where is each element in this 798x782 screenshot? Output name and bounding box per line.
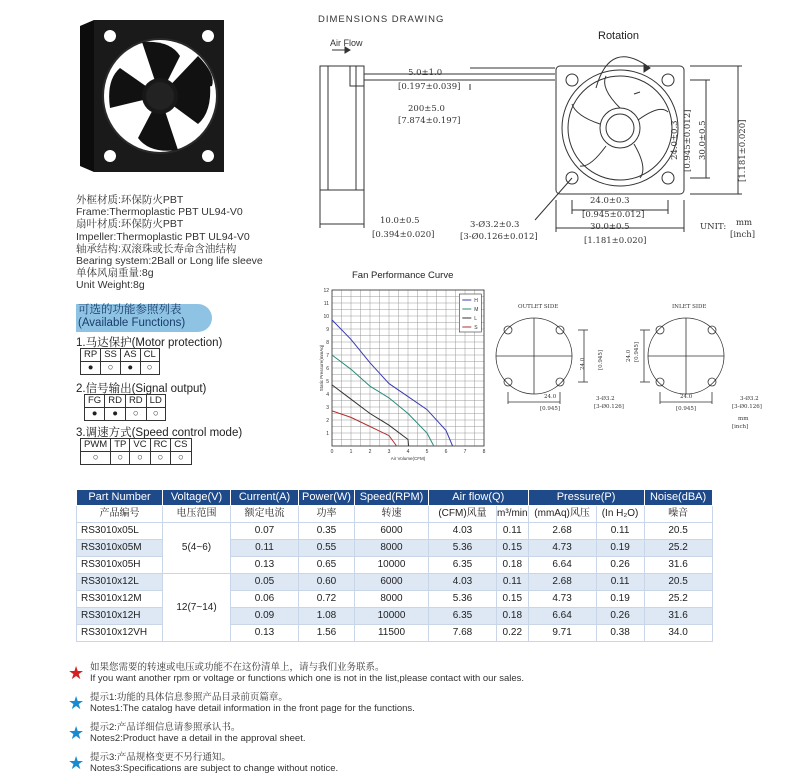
part-number: RS3010x12H bbox=[77, 608, 163, 625]
mmaq: 4.73 bbox=[528, 591, 596, 608]
current: 0.06 bbox=[231, 591, 299, 608]
func-mark: ● bbox=[105, 408, 126, 421]
sub-m3: m³/min bbox=[497, 506, 529, 523]
inh2o: 0.11 bbox=[596, 574, 644, 591]
part-number: RS3010x12VH bbox=[77, 625, 163, 642]
sub-mmaq: (mmAq)风压 bbox=[528, 506, 596, 523]
inh2o: 0.38 bbox=[596, 625, 644, 642]
m3: 0.11 bbox=[497, 523, 529, 540]
table-header-row bbox=[77, 490, 713, 506]
pitch-h-dim: 24.0±0.3 bbox=[590, 196, 630, 206]
sub-part: 产品编号 bbox=[77, 506, 163, 523]
note-item bbox=[68, 662, 524, 684]
y-tick-label: 10 bbox=[323, 314, 329, 320]
col-voltage: Voltage(V) bbox=[163, 490, 231, 506]
col-noise: Noise(dBA) bbox=[644, 490, 712, 506]
func-mark: ○ bbox=[101, 362, 121, 375]
height-dim-inch: [1.181±0.020] bbox=[738, 119, 748, 182]
unit-mm: mm bbox=[736, 218, 753, 228]
func-label: TP bbox=[111, 439, 130, 452]
star-icon: ★ bbox=[68, 693, 85, 713]
note-en: Notes1:The catalog have detail information in the front page for the functions. bbox=[90, 703, 415, 714]
func-label: AS bbox=[120, 349, 140, 362]
speed: 8000 bbox=[355, 540, 429, 557]
speed: 8000 bbox=[355, 591, 429, 608]
spec-bearing-en: Bearing system:2Ball or Long life sleeve bbox=[76, 255, 263, 268]
unit-label: UNIT: bbox=[700, 222, 727, 232]
cfm: 5.36 bbox=[429, 540, 497, 557]
current: 0.13 bbox=[231, 557, 299, 574]
inlet-width-dim: 24.0 bbox=[680, 394, 693, 400]
current: 0.11 bbox=[231, 540, 299, 557]
voltage-range: 12(7~14) bbox=[163, 574, 231, 642]
sub-inh2o: (In H₂O) bbox=[596, 506, 644, 523]
outlet-height-dim: 24.0 bbox=[580, 357, 586, 370]
col-current: Current(A) bbox=[231, 490, 299, 506]
inlet-side-label: INLET SIDE bbox=[672, 304, 707, 310]
lead-strip-dim: 5.0±1.0 bbox=[408, 68, 443, 78]
spec-weight-cn: 单体风扇重量:8g bbox=[76, 267, 154, 280]
mmaq: 6.64 bbox=[528, 557, 596, 574]
functions-header-en: (Available Functions) bbox=[78, 317, 186, 329]
power: 0.72 bbox=[299, 591, 355, 608]
part-number: RS3010x12L bbox=[77, 574, 163, 591]
note-cn: 提示1:功能的具体信息参照产品目录前页篇章。 bbox=[90, 692, 288, 703]
spec-frame-cn: 外框材质:环保防火PBT bbox=[76, 194, 184, 206]
noise: 31.6 bbox=[644, 557, 712, 574]
func-mark: ○ bbox=[81, 452, 111, 465]
pitch-h-dim-inch: [0.945±0.012] bbox=[582, 210, 645, 220]
current: 0.05 bbox=[231, 574, 299, 591]
m3: 0.11 bbox=[497, 574, 529, 591]
speed: 10000 bbox=[355, 608, 429, 625]
spec-bearing-cn: 轴承结构:双滚珠或长寿命含油结构 bbox=[76, 242, 237, 255]
legend-label: H bbox=[474, 298, 478, 304]
mmaq: 2.68 bbox=[528, 574, 596, 591]
speed: 11500 bbox=[355, 625, 429, 642]
y-tick-label: 12 bbox=[323, 288, 329, 294]
power: 0.55 bbox=[299, 540, 355, 557]
func-label: $\overline{RD}$ bbox=[125, 395, 146, 408]
note-cn: 提示3:产品规格变更不另行通知。 bbox=[90, 752, 231, 763]
col-speed: Speed(RPM) bbox=[355, 490, 429, 506]
m3: 0.15 bbox=[497, 591, 529, 608]
voltage-range: 5(4~6) bbox=[163, 523, 231, 574]
noise: 34.0 bbox=[644, 625, 712, 642]
y-tick-label: 7 bbox=[326, 353, 329, 359]
outlet-height-dim-inch: [0.945] bbox=[598, 349, 604, 370]
pitch-v-dim-inch: [0.945±0.012] bbox=[683, 109, 693, 172]
signal-output-table bbox=[84, 394, 166, 421]
signal-output-title: 2.信号输出(Signal output) bbox=[76, 383, 207, 395]
sub-voltage: 电压范围 bbox=[163, 506, 231, 523]
y-tick-label: 6 bbox=[326, 366, 329, 372]
x-tick-label: 2 bbox=[368, 449, 372, 455]
fan-photo bbox=[80, 16, 230, 176]
func-mark: ○ bbox=[146, 408, 165, 421]
outlet-width-dim-inch: [0.945] bbox=[540, 406, 561, 412]
x-tick-label: 8 bbox=[482, 449, 486, 455]
speed-control-title: 3.调速方式(Speed control mode) bbox=[76, 427, 243, 439]
current: 0.09 bbox=[231, 608, 299, 625]
sub-power: 功率 bbox=[299, 506, 355, 523]
performance-table bbox=[76, 489, 713, 642]
power: 1.08 bbox=[299, 608, 355, 625]
inh2o: 0.19 bbox=[596, 540, 644, 557]
power: 0.65 bbox=[299, 557, 355, 574]
spec-list bbox=[76, 194, 263, 292]
part-number: RS3010x05M bbox=[77, 540, 163, 557]
inlet-side-drawing bbox=[638, 312, 738, 416]
fan-performance-chart bbox=[318, 282, 496, 466]
note-en: Notes3:Specifications are subject to change without notice. bbox=[90, 763, 339, 774]
sub-speed: 转速 bbox=[355, 506, 429, 523]
outlet-width-dim: 24.0 bbox=[544, 394, 557, 400]
cfm: 7.68 bbox=[429, 625, 497, 642]
legend-label: L bbox=[474, 316, 478, 322]
func-label: CS bbox=[171, 439, 191, 452]
func-label: VC bbox=[130, 439, 150, 452]
func-mark: ○ bbox=[140, 362, 159, 375]
inh2o: 0.26 bbox=[596, 608, 644, 625]
func-label: RP bbox=[81, 349, 101, 362]
lead-length-dim-inch: [7.874±0.197] bbox=[398, 116, 461, 126]
y-tick-label: 1 bbox=[326, 431, 329, 437]
noise: 20.5 bbox=[644, 574, 712, 591]
width-dim: 30.0±0.5 bbox=[590, 222, 630, 232]
power: 0.60 bbox=[299, 574, 355, 591]
mmaq: 9.71 bbox=[528, 625, 596, 642]
cfm: 6.35 bbox=[429, 557, 497, 574]
mmaq: 6.64 bbox=[528, 608, 596, 625]
spec-impeller-en: Impeller:Thermoplastic PBT UL94-V0 bbox=[76, 230, 250, 243]
func-label: PWM bbox=[81, 439, 111, 452]
col-part-number: Part Number bbox=[77, 490, 163, 506]
cfm: 4.03 bbox=[429, 574, 497, 591]
mmaq: 4.73 bbox=[528, 540, 596, 557]
inlet-height-dim-inch: [0.945] bbox=[634, 341, 640, 362]
power: 0.35 bbox=[299, 523, 355, 540]
spec-frame-en: Frame:Thermoplastic PBT UL94-V0 bbox=[76, 206, 243, 219]
func-label: SS bbox=[101, 349, 121, 362]
legend-label: S bbox=[474, 325, 478, 331]
col-air-flow: Air flow(Q) bbox=[429, 490, 529, 506]
air-flow-label: Air Flow bbox=[330, 38, 363, 48]
noise: 20.5 bbox=[644, 523, 712, 540]
functions-header-cn: 可选的功能参照列表 bbox=[78, 304, 182, 316]
note-cn: 提示2:产品详细信息请参照承认书。 bbox=[90, 722, 241, 733]
sub-current: 额定电流 bbox=[231, 506, 299, 523]
speed: 10000 bbox=[355, 557, 429, 574]
x-tick-label: 7 bbox=[463, 449, 467, 455]
func-mark: ○ bbox=[130, 452, 150, 465]
outlet-side-label: OUTLET SIDE bbox=[518, 304, 559, 310]
part-number: RS3010x12M bbox=[77, 591, 163, 608]
y-tick-label: 2 bbox=[326, 418, 329, 424]
inlet-hole-dim: 3-Ø3.2 bbox=[740, 396, 759, 402]
func-mark: ○ bbox=[125, 408, 146, 421]
current: 0.07 bbox=[231, 523, 299, 540]
m3: 0.18 bbox=[497, 608, 529, 625]
hole-dim: 3-Ø3.2±0.3 bbox=[470, 220, 520, 230]
outlet-hole-dim: 3-Ø3.2 bbox=[596, 396, 615, 402]
note-en: Notes2:Product have a detail in the approval sheet. bbox=[90, 733, 306, 744]
y-tick-label: 11 bbox=[323, 301, 329, 307]
func-mark: ○ bbox=[171, 452, 191, 465]
pitch-v-dim: 24.0±0.3 bbox=[670, 120, 680, 160]
inh2o: 0.26 bbox=[596, 557, 644, 574]
x-tick-label: 6 bbox=[444, 449, 448, 455]
chart-ylabel: Static Pressure(mmAq) bbox=[319, 344, 324, 392]
y-tick-label: 3 bbox=[326, 405, 329, 411]
m3: 0.22 bbox=[497, 625, 529, 642]
func-mark: ○ bbox=[150, 452, 171, 465]
y-tick-label: 4 bbox=[326, 392, 329, 398]
x-tick-label: 1 bbox=[349, 449, 353, 455]
func-mark: ● bbox=[85, 408, 105, 421]
func-mark: ○ bbox=[111, 452, 130, 465]
x-tick-label: 0 bbox=[330, 449, 334, 455]
height-dim: 30.0±0.5 bbox=[698, 120, 708, 160]
table-row bbox=[77, 574, 713, 591]
outlet-hole-dim-inch: [3-Ø0.126] bbox=[594, 404, 624, 410]
legend-label: M bbox=[474, 307, 479, 313]
func-label: FG bbox=[85, 395, 105, 408]
spec-impeller-cn: 扇叶材质:环保防火PBT bbox=[76, 218, 184, 231]
speed: 6000 bbox=[355, 523, 429, 540]
noise: 25.2 bbox=[644, 540, 712, 557]
width-dim-inch: [1.181±0.020] bbox=[584, 236, 647, 246]
current: 0.13 bbox=[231, 625, 299, 642]
inlet-height-dim: 24.0 bbox=[626, 349, 632, 362]
part-number: RS3010x05L bbox=[77, 523, 163, 540]
side-unit-mm: mm bbox=[738, 416, 749, 422]
note-item bbox=[68, 722, 524, 744]
motor-protection-table bbox=[80, 348, 160, 375]
inh2o: 0.19 bbox=[596, 591, 644, 608]
func-label: LD bbox=[146, 395, 165, 408]
hole-dim-inch: [3-Ø0.126±0.012] bbox=[460, 232, 538, 242]
rotation-label: Rotation bbox=[598, 30, 639, 42]
func-label: RD bbox=[105, 395, 126, 408]
noise: 25.2 bbox=[644, 591, 712, 608]
speed-control-table bbox=[80, 438, 192, 465]
mmaq: 2.68 bbox=[528, 523, 596, 540]
side-unit-inch: [inch] bbox=[732, 424, 749, 430]
y-tick-label: 8 bbox=[326, 340, 329, 346]
star-icon: ★ bbox=[68, 663, 85, 683]
sub-cfm: (CFM)风量 bbox=[429, 506, 497, 523]
sub-noise: 噪音 bbox=[644, 506, 712, 523]
x-tick-label: 4 bbox=[406, 449, 410, 455]
spec-weight-en: Unit Weight:8g bbox=[76, 279, 145, 292]
thickness-dim-inch: [0.394±0.020] bbox=[372, 230, 435, 240]
chart-xlabel: Air Volume(CFM) bbox=[390, 456, 426, 461]
func-label: RC bbox=[150, 439, 171, 452]
table-subheader-row bbox=[77, 506, 713, 523]
inh2o: 0.11 bbox=[596, 523, 644, 540]
dimensions-title: DIMENSIONS DRAWING bbox=[318, 14, 445, 25]
part-number: RS3010x05H bbox=[77, 557, 163, 574]
note-cn: 如果您需要的转速或电压或功能不在这份清单上，请与我们业务联系。 bbox=[90, 662, 385, 673]
col-pressure: Pressure(P) bbox=[528, 490, 644, 506]
thickness-dim: 10.0±0.5 bbox=[380, 216, 420, 226]
x-tick-label: 3 bbox=[387, 449, 391, 455]
func-mark: ● bbox=[120, 362, 140, 375]
note-item bbox=[68, 692, 524, 714]
notes bbox=[68, 662, 524, 782]
lead-strip-dim-inch: [0.197±0.039] bbox=[398, 82, 461, 92]
motor-protection-title: 1.马达保护(Motor protection) bbox=[76, 337, 223, 349]
star-icon: ★ bbox=[68, 753, 85, 773]
table-row bbox=[77, 523, 713, 540]
col-power: Power(W) bbox=[299, 490, 355, 506]
noise: 31.6 bbox=[644, 608, 712, 625]
func-label: CL bbox=[140, 349, 159, 362]
y-tick-label: 5 bbox=[326, 379, 329, 385]
cfm: 6.35 bbox=[429, 608, 497, 625]
func-mark: ● bbox=[81, 362, 101, 375]
side-view bbox=[320, 66, 364, 190]
m3: 0.15 bbox=[497, 540, 529, 557]
x-tick-label: 5 bbox=[425, 449, 429, 455]
cfm: 5.36 bbox=[429, 591, 497, 608]
power: 1.56 bbox=[299, 625, 355, 642]
inlet-width-dim-inch: [0.945] bbox=[676, 406, 697, 412]
m3: 0.18 bbox=[497, 557, 529, 574]
star-icon: ★ bbox=[68, 723, 85, 743]
note-en: If you want another rpm or voltage or functions which one is not in the list,please contact with our sales. bbox=[90, 673, 525, 684]
functions-header bbox=[76, 304, 212, 332]
chart-title: Fan Performance Curve bbox=[352, 270, 454, 281]
note-item bbox=[68, 752, 524, 774]
y-tick-label: 9 bbox=[326, 327, 329, 333]
inlet-hole-dim-inch: [3-Ø0.126] bbox=[732, 404, 762, 410]
cfm: 4.03 bbox=[429, 523, 497, 540]
unit-inch: [inch] bbox=[730, 230, 756, 240]
speed: 6000 bbox=[355, 574, 429, 591]
lead-length-dim: 200±5.0 bbox=[408, 104, 445, 114]
